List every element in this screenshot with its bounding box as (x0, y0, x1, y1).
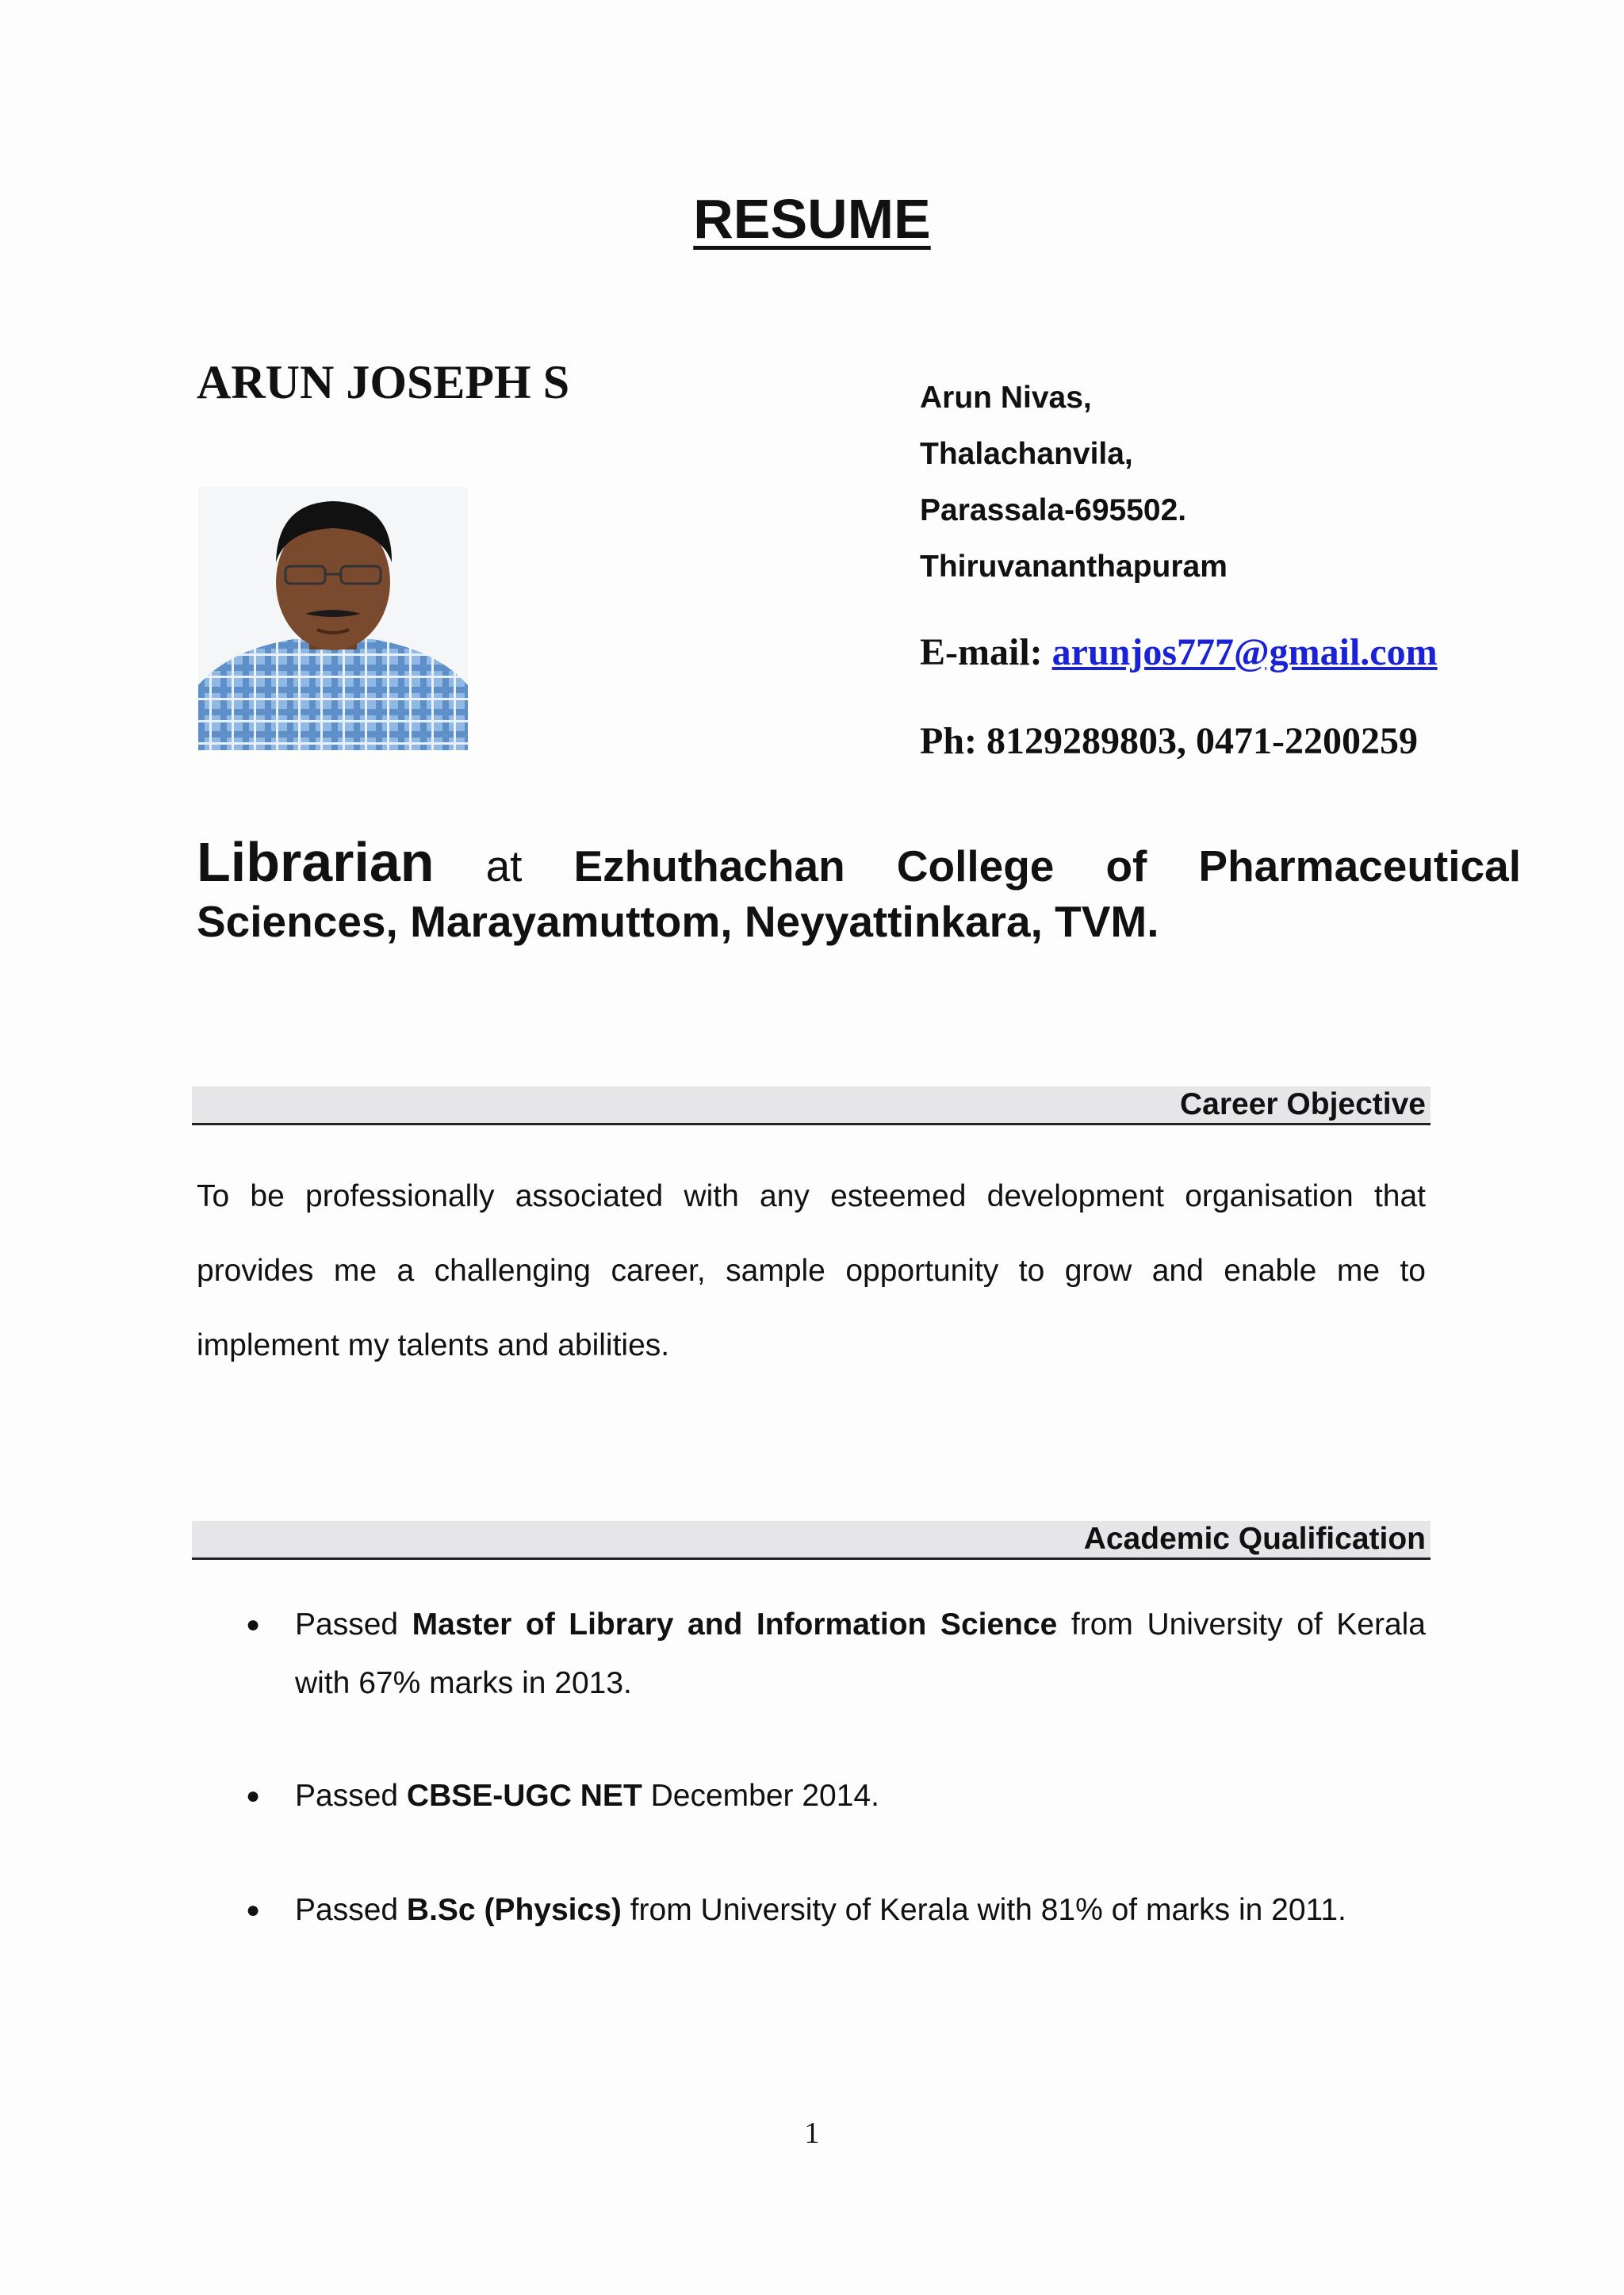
address-line: Arun Nivas, (920, 381, 1092, 415)
list-item: ● Passed Master of Library and Information Science from University of Kerala with 67% marks in 2013. (197, 1596, 1426, 1713)
page-title: RESUME (693, 188, 931, 250)
position-word: Pharmaceutical (1198, 841, 1521, 891)
position-at: at (485, 841, 523, 891)
page-number: 1 (804, 2117, 820, 2150)
postal-address (920, 370, 1228, 595)
profile-photo (198, 487, 468, 750)
phone-numbers: 8129289803, 0471-2200259 (986, 720, 1418, 762)
bullet-icon: ● (246, 1897, 261, 1923)
position-word: of (1105, 841, 1147, 891)
list-item: ● Passed B.Sc (Physics) from University of Kerala with 81% of marks in 2011. (197, 1881, 1426, 1940)
position-word: College (896, 841, 1055, 891)
current-position (197, 831, 1521, 949)
career-objective-heading: Career Objective (192, 1086, 1431, 1125)
bullet-icon: ● (246, 1783, 261, 1809)
phone-row (920, 719, 1418, 763)
email-label: E-mail: (920, 631, 1043, 673)
address-line: Thiruvananthapuram (920, 550, 1228, 584)
email-link[interactable]: arunjos777@gmail.com (1051, 631, 1438, 673)
position-line2: Sciences, Marayamuttom, Neyyattinkara, TVM. (197, 897, 1159, 946)
bullet-icon: ● (246, 1611, 261, 1638)
email-row (920, 630, 1438, 674)
career-objective-text: To be professionally associated with any esteemed development organisation that provides me a challenging career, sample opportunity to grow and enable me to implement my talents and abilities. (197, 1179, 1426, 1362)
address-line: Parassala-695502. (920, 493, 1187, 527)
phone-label: Ph: (920, 720, 977, 762)
position-role: Librarian (197, 831, 435, 893)
academic-qualification-heading: Academic Qualification (192, 1521, 1431, 1560)
list-item: ● Passed CBSE-UGC NET December 2014. (197, 1767, 1426, 1826)
qualification-list (197, 1596, 1426, 1940)
position-word: Ezhuthachan (573, 841, 845, 891)
applicant-name: ARUN JOSEPH S (197, 356, 570, 408)
address-line: Thalachanvila, (920, 437, 1133, 471)
